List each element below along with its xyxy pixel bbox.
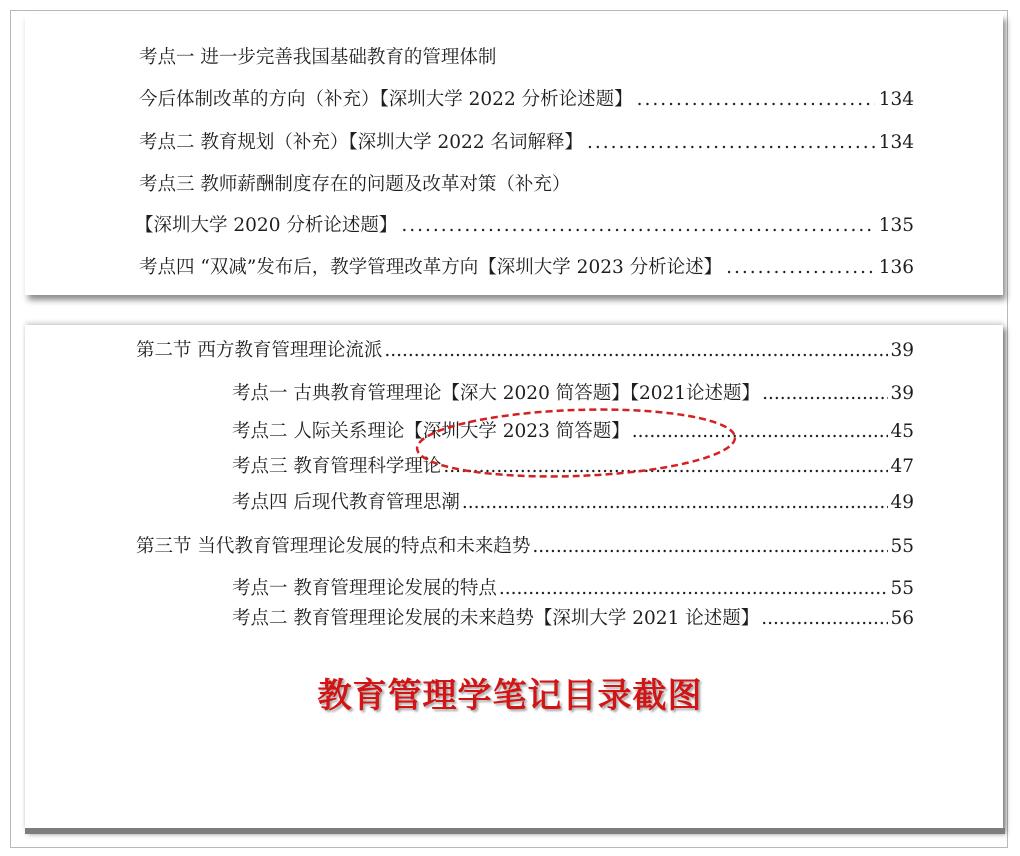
toc-entry-text: 考点一 古典教育管理理论【深大 2020 简答题】【2021论述题】	[232, 383, 761, 404]
dot-leader	[401, 214, 874, 238]
dot-leader	[499, 577, 889, 601]
toc-page-number: 135	[878, 215, 914, 236]
dot-leader	[443, 455, 888, 479]
toc-section-row	[136, 535, 914, 559]
toc-entry-text: 考点二 人际关系理论【深圳大学 2023 简答题】	[232, 421, 630, 442]
toc-entry-text: 考点二 教育规划（补充）【深圳大学 2022 名词解释】	[139, 132, 583, 153]
toc-entry-row	[232, 491, 914, 515]
toc-page-number: 55	[890, 578, 914, 599]
page-bottom-edge	[25, 828, 1005, 834]
dot-leader	[762, 382, 888, 406]
toc-entry-row	[139, 256, 914, 280]
toc-entry-row	[232, 607, 914, 631]
dot-leader	[637, 88, 875, 112]
toc-entry-text: 考点二 教育管理理论发展的未来趋势【深圳大学 2021 论述题】	[232, 608, 760, 629]
toc-page-number: 47	[890, 456, 914, 477]
toc-entry-row	[232, 577, 914, 601]
toc-entry-heading: 考点三 教师薪酬制度存在的问题及改革对策（补充）	[139, 174, 571, 195]
dot-leader	[632, 420, 889, 444]
toc-page-number: 55	[890, 536, 914, 557]
toc-entry-text: 考点四 后现代教育管理思潮	[232, 492, 460, 513]
toc-entry-text: 今后体制改革的方向（补充）【深圳大学 2022 分析论述题】	[139, 89, 633, 110]
toc-entry-heading: 考点一 进一步完善我国基础教育的管理体制	[139, 47, 497, 68]
toc-entry-text: 【深圳大学 2020 分析论述题】	[135, 215, 398, 236]
toc-page-number: 49	[890, 492, 914, 513]
toc-page-number: 45	[890, 421, 914, 442]
toc-page-number: 39	[890, 383, 914, 404]
toc-page-number: 134	[878, 89, 914, 110]
toc-section-title: 第二节 西方教育管理理论流派	[136, 340, 383, 361]
toc-page-number: 56	[890, 608, 914, 629]
toc-page-number: 134	[878, 132, 914, 153]
dot-leader	[726, 256, 875, 280]
toc-section-row	[136, 339, 914, 363]
toc-entry-row	[232, 455, 914, 479]
toc-entry-row	[232, 382, 914, 406]
caption-title: 教育管理学笔记目录截图	[317, 676, 703, 716]
dot-leader	[761, 607, 888, 631]
toc-entry-row	[139, 88, 914, 112]
toc-page-number: 136	[878, 257, 914, 278]
dot-leader	[587, 131, 875, 155]
toc-entry-row	[135, 214, 914, 238]
toc-page-number: 39	[890, 340, 914, 361]
dot-leader	[384, 339, 888, 363]
toc-section-title: 第三节 当代教育管理理论发展的特点和未来趋势	[136, 536, 531, 557]
dot-leader	[462, 491, 889, 515]
toc-entry-row	[232, 420, 914, 444]
toc-entry-text: 考点四 “双减”发布后，教学管理改革方向【深圳大学 2023 分析论述】	[139, 257, 723, 278]
dot-leader	[532, 535, 888, 559]
toc-entry-text: 考点一 教育管理理论发展的特点	[232, 578, 497, 599]
toc-entry-text: 考点三 教育管理科学理论	[232, 456, 442, 477]
toc-entry-row	[139, 131, 914, 155]
